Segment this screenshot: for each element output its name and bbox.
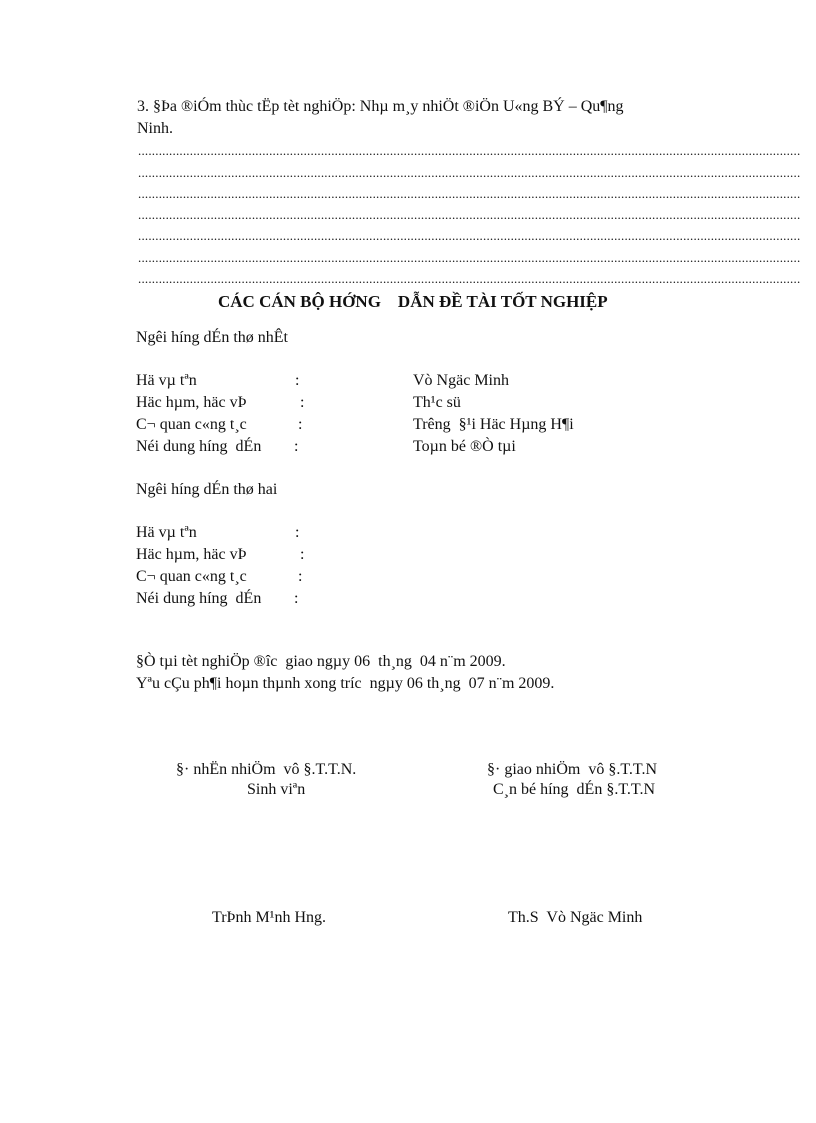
advisor2-degree-label: Häc hµm, häc vÞ <box>136 546 247 563</box>
section3-line1: 3. §Þa ®iÓm thùc tËp tèt nghiÖp: Nhµ m¸y nhiÖt ®iÖn U«ng BÝ – Qu¶ng <box>137 98 624 115</box>
advisor2-content-label: Néi dung híng dÉn <box>136 590 262 607</box>
advisor1-degree-label: Häc hµm, häc vÞ <box>136 394 247 411</box>
student-role: Sinh viªn <box>247 781 306 798</box>
advisor1-workplace-label: C¬ quan c«ng t¸c <box>136 416 247 433</box>
advisor1-degree-colon: : <box>300 394 305 411</box>
advisor-assign-line: §· giao nhiÖm vô §.T.T.N <box>487 761 658 778</box>
dotted-line: ................................................................................................................................................................................................ <box>138 165 801 180</box>
due-date: Yªu cÇu ph¶i hoµn thµnh xong tríc ngµy 06 th¸ng 07 n¨m 2009. <box>136 675 555 692</box>
student-receipt-line: §· nhËn nhiÖm vô §.T.T.N. <box>176 761 357 778</box>
student-name: TrÞnh M¹nh Hng. <box>212 909 327 926</box>
advisor1-content-value: Toµn bé ®Ò tµi <box>413 438 516 455</box>
section-heading: CÁC CÁN BỘ HỚNG DẪN ĐỀ TÀI TỐT NGHIỆP <box>218 292 608 311</box>
section3-line2: Ninh. <box>137 120 173 137</box>
advisor-role: C¸n bé híng dÉn §.T.T.N <box>493 781 656 798</box>
dotted-line: ................................................................................................................................................................................................ <box>138 271 801 286</box>
advisor2-content-colon: : <box>294 590 299 607</box>
dotted-line: ................................................................................................................................................................................................ <box>138 228 801 243</box>
advisor2-name-label: Hä vµ tªn <box>136 524 197 541</box>
advisor1-name-colon: : <box>295 372 300 389</box>
advisor1-degree-value: Th¹c sü <box>413 394 461 411</box>
advisor1-title: Ngêi híng dÉn thø nhÊt <box>136 329 288 346</box>
dotted-line: ................................................................................................................................................................................................ <box>138 143 801 158</box>
assigned-date: §Ò tµi tèt nghiÖp ®îc giao ngµy 06 th¸ng 04 n¨m 2009. <box>136 653 506 670</box>
advisor-name: Th.S Vò Ngäc Minh <box>508 909 643 926</box>
advisor2-title: Ngêi híng dÉn thø hai <box>136 481 278 498</box>
dotted-line: ................................................................................................................................................................................................ <box>138 186 801 201</box>
advisor2-name-colon: : <box>295 524 300 541</box>
advisor2-degree-colon: : <box>300 546 305 563</box>
advisor1-name-value: Vò Ngäc Minh <box>413 372 509 389</box>
advisor1-name-label: Hä vµ tªn <box>136 372 197 389</box>
advisor1-content-label: Néi dung híng dÉn <box>136 438 262 455</box>
advisor1-workplace-colon: : <box>298 416 303 433</box>
advisor1-workplace-value: Trêng §¹i Häc Hµng H¶i <box>413 416 574 433</box>
advisor1-content-colon: : <box>294 438 299 455</box>
advisor2-workplace-colon: : <box>298 568 303 585</box>
advisor2-workplace-label: C¬ quan c«ng t¸c <box>136 568 247 585</box>
dotted-line: ................................................................................................................................................................................................ <box>138 207 801 222</box>
dotted-line: ................................................................................................................................................................................................ <box>138 250 801 265</box>
